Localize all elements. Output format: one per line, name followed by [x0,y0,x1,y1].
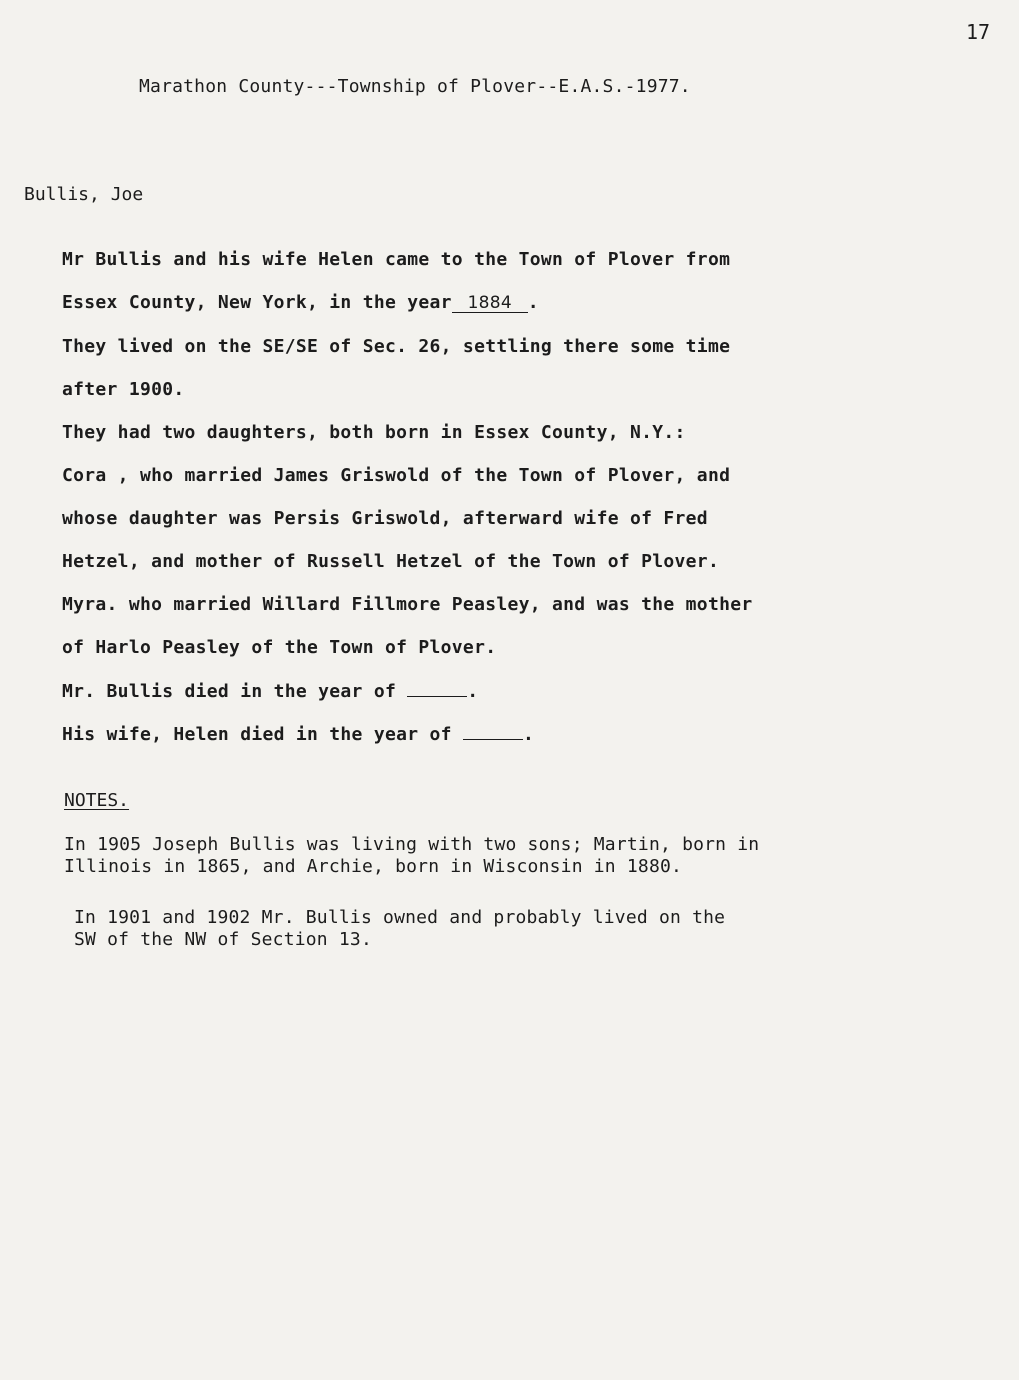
biography-line-10: of Harlo Peasley of the Town of Plover. [62,637,497,658]
biography-line-5: They had two daughters, both born in Essex County, N.Y.: [62,422,686,443]
biography-line-9: Myra. who married Willard Fillmore Peasley, and was the mother [62,594,753,615]
page-title: Marathon County---Township of Plover--E.A.S.-1977. [139,76,691,97]
note-paragraph-2: In 1901 and 1902 Mr. Bullis owned and probably lived on the SW of the NW of Section 13. [74,907,726,950]
wife-death-year-period: . [522,724,535,745]
immigration-year: 1884 [452,294,528,313]
wife-death-year-text: His wife, Helen died in the year of [62,724,452,745]
biography-line-2-text: Essex County, New York, in the year [62,292,452,313]
biography-line-7: whose daughter was Persis Griswold, afterward wife of Fred [62,508,708,529]
notes-heading: NOTES. [64,790,130,811]
biography-line-1: Mr Bullis and his wife Helen came to the Town of Plover from [62,249,731,270]
death-year-period: . [467,681,479,702]
biography-line-6: Cora , who married James Griswold of the Town of Plover, and [62,465,731,486]
biography-line-2 [62,292,539,313]
biography-line-11 [62,681,478,702]
biography-line-12 [62,724,534,745]
wife-death-year-blank [463,725,523,740]
biography-line-3: They lived on the SE/SE of Sec. 26, settling there some time [62,336,731,357]
page-number: 17 [966,20,991,44]
biography-line-2-period: . [527,292,539,313]
biography-line-8: Hetzel, and mother of Russell Hetzel of the Town of Plover. [62,551,720,572]
death-year-blank [407,682,467,697]
note-paragraph-1: In 1905 Joseph Bullis was living with two sons; Martin, born in Illinois in 1865, and Archie, born in Wisconsin in 1880. [64,834,760,877]
death-year-text: Mr. Bullis died in the year of [62,681,397,702]
biography-line-4: after 1900. [62,379,185,400]
subject-name: Bullis, Joe [24,184,144,205]
